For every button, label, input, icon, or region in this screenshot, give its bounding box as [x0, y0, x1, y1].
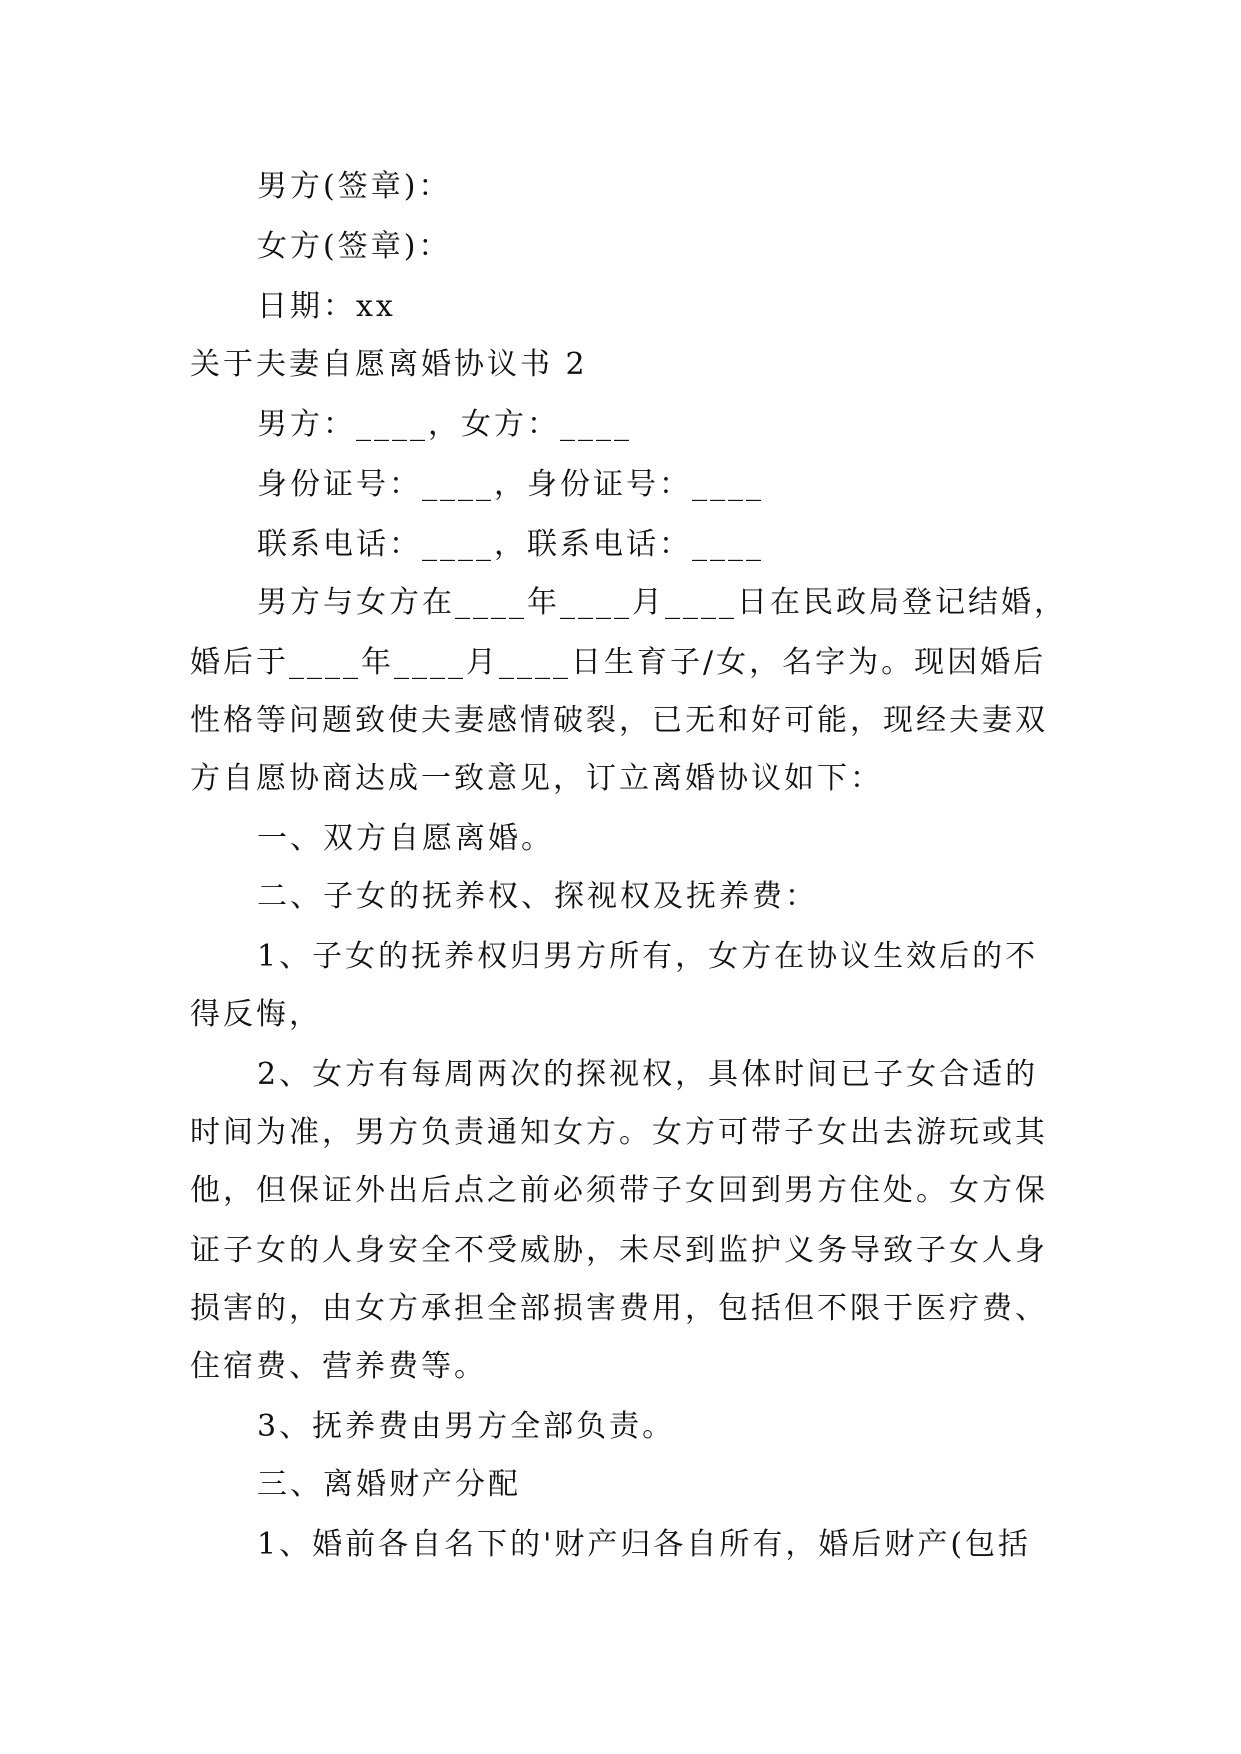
paragraph-line: 住宿费、营养费等。	[190, 1349, 487, 1384]
clause-heading: 三、离婚财产分配	[257, 1467, 521, 1502]
paragraph-line: 3、抚养费由男方全部负责。	[257, 1409, 676, 1444]
clause-heading: 二、子女的抚养权、探视权及抚养费：	[257, 879, 818, 914]
paragraph-line: 损害的，由女方承担全部损害费用，包括但不限于医疗费、	[190, 1291, 1048, 1326]
paragraph-line: 时间为准，男方负责通知女方。女方可带子女出去游玩或其	[190, 1115, 1048, 1150]
clause-heading: 一、双方自愿离婚。	[257, 821, 554, 856]
paragraph-line: 得反悔，	[190, 997, 322, 1032]
paragraph-line: 2、女方有每周两次的探视权，具体时间已子女合适的	[257, 1057, 1039, 1092]
paragraph-line: 他，但保证外出后点之前必须带子女回到男方住处。女方保	[190, 1173, 1048, 1208]
section-title: 关于夫妻自愿离婚协议书 2	[190, 347, 588, 382]
signature-line-female: 女方(签章)：	[257, 229, 452, 264]
paragraph-line: 婚后于____年____月____日生育子/女，名字为。现因婚后	[190, 645, 1047, 680]
signature-line-male: 男方(签章)：	[257, 169, 452, 204]
parties-line: 男方：____，女方：____	[257, 407, 632, 442]
paragraph-line: 男方与女方在____年____月____日在民政局登记结婚，	[257, 585, 1067, 620]
paragraph-line: 方自愿协商达成一致意见，订立离婚协议如下：	[190, 761, 883, 796]
paragraph-line: 1、子女的抚养权归男方所有，女方在协议生效后的不	[257, 939, 1039, 974]
id-number-line: 身份证号：____，身份证号：____	[257, 467, 764, 502]
paragraph-line: 性格等问题致使夫妻感情破裂，已无和好可能，现经夫妻双	[190, 703, 1048, 738]
paragraph-line: 1、婚前各自名下的'财产归各自所有，婚后财产(包括	[257, 1527, 1032, 1562]
paragraph-line: 证子女的人身安全不受威胁，未尽到监护义务导致子女人身	[190, 1233, 1048, 1268]
date-line: 日期：xx	[257, 289, 396, 324]
phone-line: 联系电话：____，联系电话：____	[257, 527, 764, 562]
